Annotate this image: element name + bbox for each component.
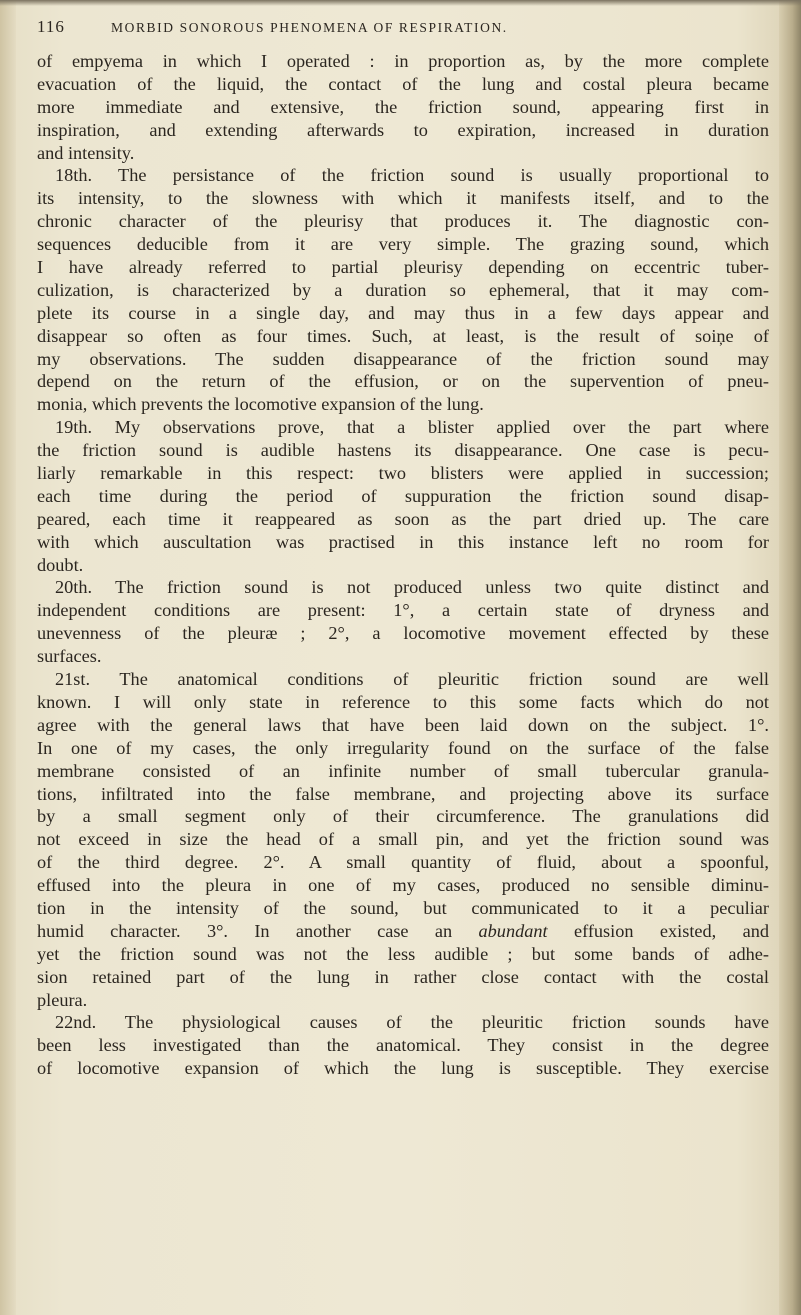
text-line: and intensity.	[37, 142, 135, 163]
running-title: MORBID SONOROUS PHENOMENA OF RESPIRATION.	[111, 20, 508, 35]
text-line: monia, which prevents the locomotive expansion of the lung.	[37, 394, 484, 415]
text-line: sion retained part of the lung in rather close contact with the costal	[37, 966, 769, 987]
text-line: independent conditions are present: 1°, a certain state of dryness and	[37, 600, 769, 621]
text-line: effused into the pleura in one of my cases, produced no sensible diminu-	[37, 875, 769, 896]
text-line: chronic character of the pleurisy that produces it. The diagnostic con-	[37, 211, 769, 232]
text-line: culization, is characterized by a duration so ephemeral, that it may com-	[37, 279, 769, 300]
text-line: been less investigated than the anatomical. They consist in the degree	[37, 1035, 769, 1056]
text-line: by a small segment only of their circumference. The granulations did	[37, 806, 769, 827]
text-line: my observations. The sudden disappearance of the friction sound may	[37, 348, 769, 369]
text-line: unevenness of the pleuræ ; 2°, a locomotive movement effected by these	[37, 623, 769, 644]
text-line: surfaces.	[37, 646, 102, 667]
text-line: tion in the intensity of the sound, but communicated to it a peculiar	[37, 897, 769, 918]
text-line: doubt.	[37, 554, 84, 575]
page-edge-right	[779, 0, 801, 1315]
italic-word: abundant	[478, 920, 548, 941]
text-line: of empyema in which I operated : in proportion as, by the more complete	[37, 51, 769, 71]
text-line: with which auscultation was practised in this instance left no room for	[37, 531, 769, 552]
text-line: peared, each time it reappeared as soon as the part dried up. The care	[37, 508, 769, 529]
text-line: I have already referred to partial pleurisy depending on eccentric tuber-	[37, 257, 769, 278]
text-line: 19th. My observations prove, that a blister applied over the part where	[55, 417, 769, 438]
page-top-shadow	[0, 0, 801, 6]
text-line: pleura.	[37, 989, 88, 1010]
text-line: In one of my cases, the only irregularity found on the surface of the false	[37, 737, 769, 758]
text-line: known. I will only state in reference to this some facts which do not	[37, 691, 769, 712]
text-line: not exceed in size the head of a small pin, and yet the friction sound was	[37, 829, 769, 850]
text-line: plete its course in a single day, and may thus in a few days appear and	[37, 302, 769, 323]
text-line: tions, infiltrated into the false membrane, and projecting above its surface	[37, 783, 769, 804]
page-number: 116	[37, 17, 65, 36]
text-line: yet the friction sound was not the less audible ; but some bands of adhe-	[37, 943, 769, 964]
text-line: humid character. 3°. In another case an abundant effusion existed, and	[37, 920, 769, 941]
text-line: 22nd. The physiological causes of the pleuritic friction sounds have	[55, 1012, 769, 1033]
text-line: disappear so often as four times. Such, at least, is the result of soiņe of	[37, 325, 769, 346]
text-line: 18th. The persistance of the friction sound is usually proportional to	[55, 165, 769, 186]
page-header	[37, 17, 777, 41]
text-line: sequences deducible from it are very simple. The grazing sound, which	[37, 234, 769, 255]
text-line: each time during the period of suppuration the friction sound disap-	[37, 485, 769, 506]
text-line: of the third degree. 2°. A small quantity of fluid, about a spoonful,	[37, 852, 769, 873]
text-line: inspiration, and extending afterwards to expiration, increased in duration	[37, 119, 769, 140]
body-text	[37, 50, 769, 1080]
text-line: evacuation of the liquid, the contact of the lung and costal pleura became	[37, 73, 769, 94]
text-line: 20th. The friction sound is not produced unless two quite distinct and	[55, 577, 769, 598]
page-gutter-left	[0, 0, 16, 1315]
text-line: 21st. The anatomical conditions of pleuritic friction sound are well	[55, 669, 769, 690]
text-line: liarly remarkable in this respect: two blisters were applied in succession;	[37, 463, 769, 484]
text-line: its intensity, to the slowness with which it manifests itself, and to the	[37, 188, 769, 209]
text-line: agree with the general laws that have been laid down on the subject. 1°.	[37, 714, 769, 735]
text-line: more immediate and extensive, the friction sound, appearing first in	[37, 96, 769, 117]
text-line: depend on the return of the effusion, or on the supervention of pneu-	[37, 371, 769, 392]
text-line: membrane consisted of an infinite number of small tubercular granula-	[37, 760, 769, 781]
text-line: of locomotive expansion of which the lung is susceptible. They exercise	[37, 1058, 769, 1079]
text-line: the friction sound is audible hastens its disappearance. One case is pecu-	[37, 440, 769, 461]
